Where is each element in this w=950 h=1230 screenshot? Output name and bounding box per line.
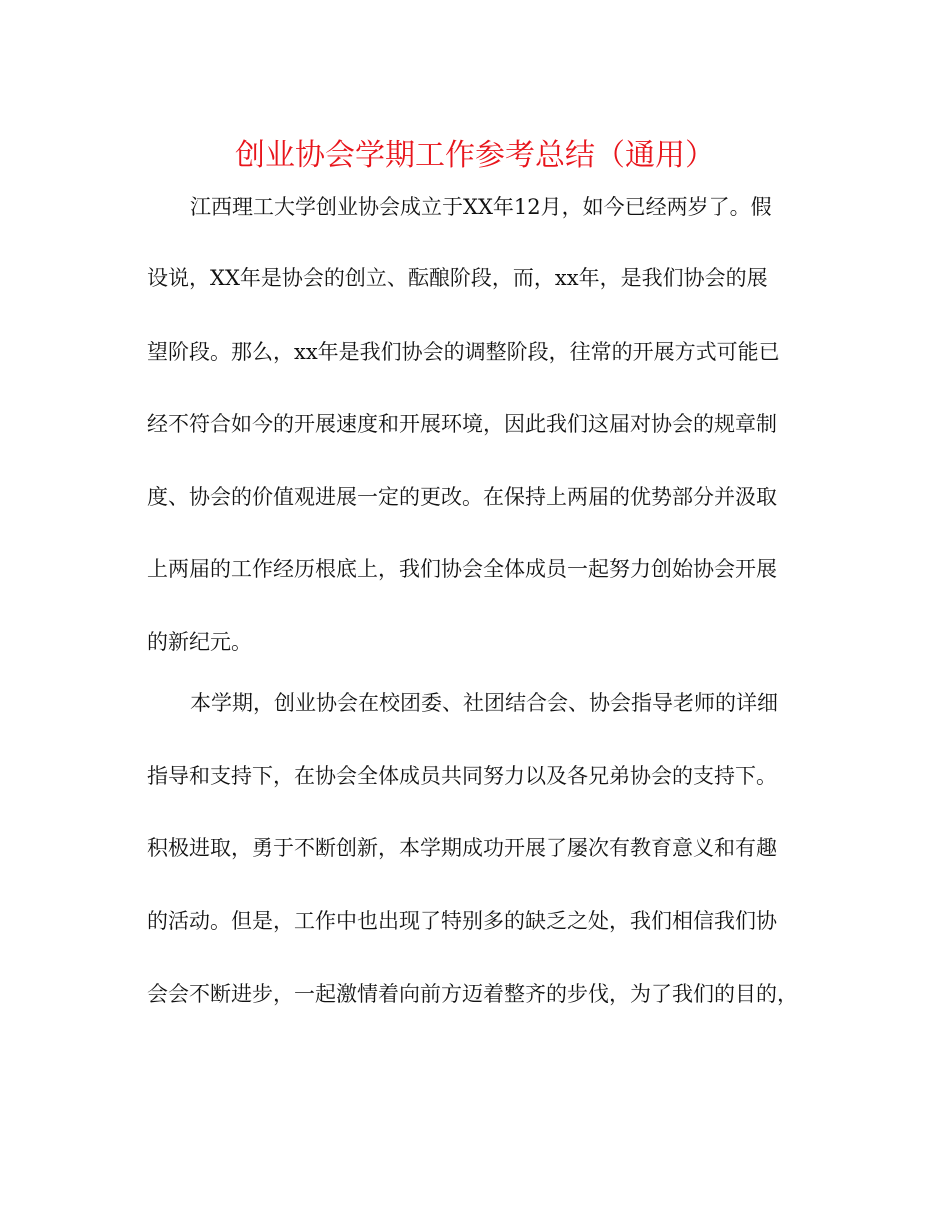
paragraph-2-line-1: 本学期，创业协会在校团委、社团结合会、协会指导老师的详细 <box>190 691 778 715</box>
paragraph-1-line-2: 设说，XX年是协会的创立、酝酿阶段，而，xx年，是我们协会的展 <box>147 266 768 290</box>
paragraph-2-line-4: 的活动。但是，工作中也出现了特别多的缺乏之处，我们相信我们协 <box>147 909 777 933</box>
document-title: 创业协会学期工作参考总结（通用） <box>235 138 715 173</box>
paragraph-2-line-5: 会会不断进步，一起激情着向前方迈着整齐的步伐，为了我们的目的， <box>147 982 798 1006</box>
paragraph-2-line-3: 积极进取，勇于不断创新，本学期成功开展了屡次有教育意义和有趣 <box>147 836 777 860</box>
paragraph-1-line-4: 经不符合如今的开展速度和开展环境，因此我们这届对协会的规章制 <box>147 412 777 436</box>
paragraph-1-line-1: 江西理工大学创业协会成立于XX年12月，如今已经两岁了。假 <box>190 195 772 219</box>
paragraph-2-line-2: 指导和支持下，在协会全体成员共同努力以及各兄弟协会的支持下。 <box>147 764 777 788</box>
paragraph-1-line-3: 望阶段。那么，xx年是我们协会的调整阶段，往常的开展方式可能已 <box>147 340 780 364</box>
paragraph-1-line-7: 的新纪元。 <box>147 630 252 654</box>
paragraph-1-line-6: 上两届的工作经历根底上，我们协会全体成员一起努力创始协会开展 <box>147 557 777 581</box>
paragraph-1-line-5: 度、协会的价值观进展一定的更改。在保持上两届的优势部分并汲取 <box>147 485 777 509</box>
